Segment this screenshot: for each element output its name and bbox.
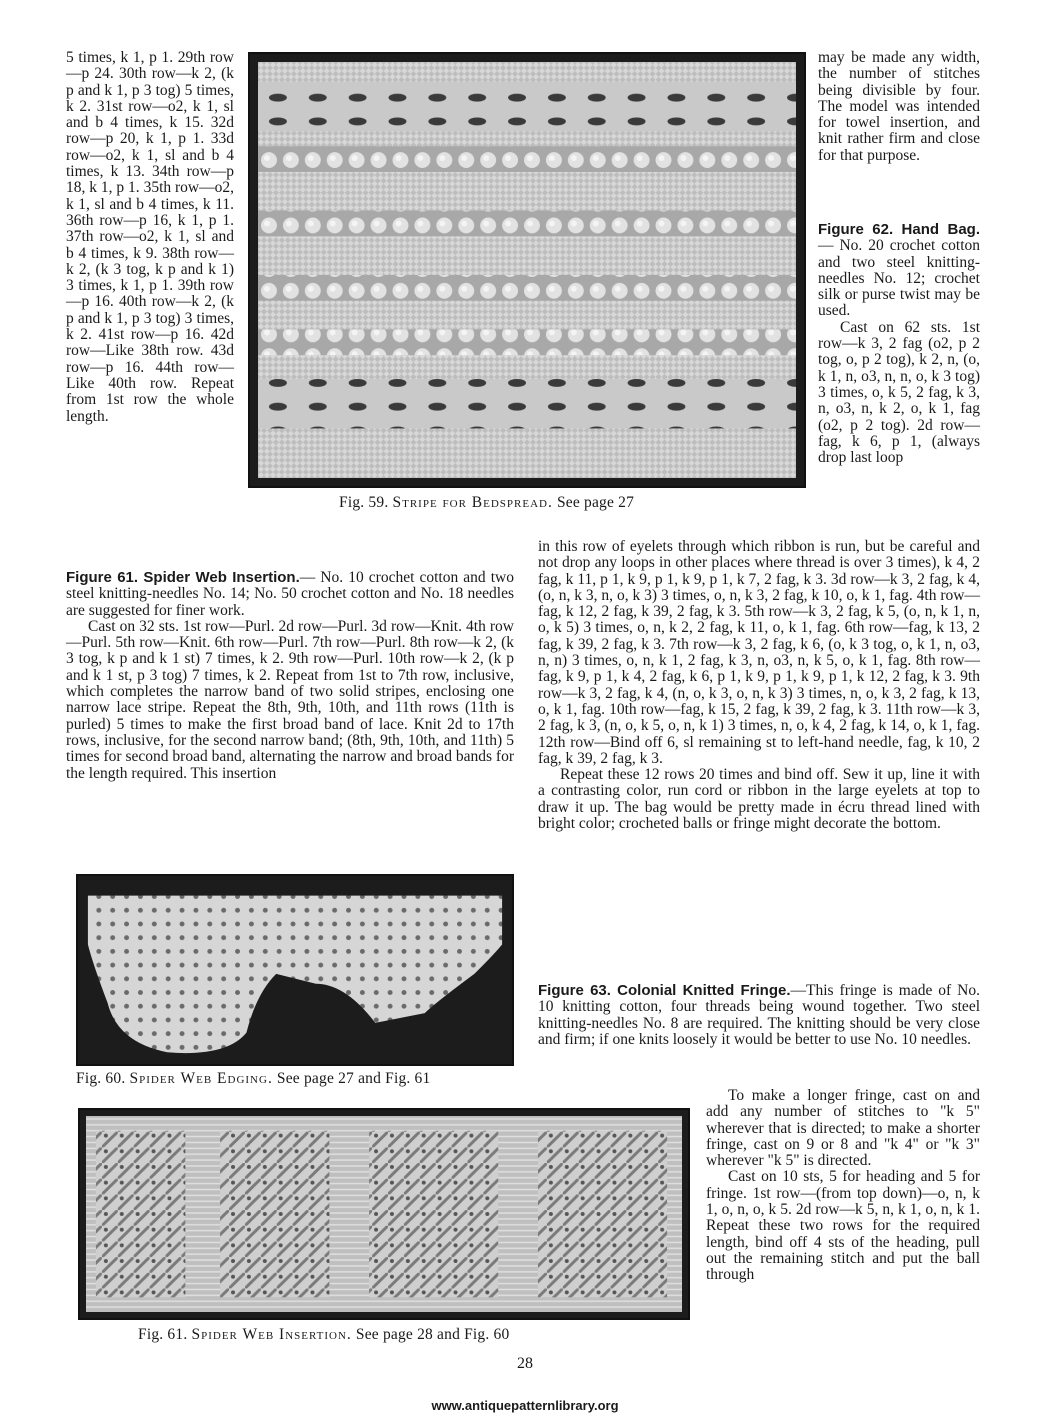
fig63-cast-on: Cast on 10 sts, 5 for heading and 5 for fringe. 1st row—(from top down)—o, n, k 1, o, n, o, k 5. 2d row—k 5, n, k 1, o, n, k 1. Repeat these two rows for the required length, bind off 4 sts of the heading, pull out the remaining stitch and put the ball through (706, 1168, 980, 1284)
fig61-intro: — No. 10 crochet cotton and two steel knitting-needles No. 14; No. 50 crochet cotton and No. 18 needles are suggested for finer work. (66, 569, 514, 619)
footer-url: www.antiquepatternlibrary.org (431, 1398, 619, 1413)
fig60-label: Fig. 60. (76, 1070, 126, 1087)
fig59-ref: See page 27 (556, 494, 635, 511)
bedspread-stripe-image (258, 62, 796, 478)
fig62-block (818, 222, 980, 466)
fig61-caption (138, 1326, 509, 1344)
left-column-text (66, 50, 234, 425)
right-top-text (818, 50, 980, 164)
fig59-photo (248, 52, 806, 488)
pattern-rows-continued: 5 times, k 1, p 1. 29th row—p 24. 30th row—k 2, (k p and k 1, p 3 tog) 5 times, k 2. 31st row—o2, k 1, sl and b 4 times, k 15. 32d row—p 20, k 1, p 1. 33d row—o2, k 1, sl and b 4 times, k 13. 34th row—p 18, k 1, p 1. 35th row—o2, k 1, sl and b 4 times, k 11. 36th row—p 16, k 1, p 1. 37th row—o2, k 1, sl and b 4 times, k 9. 38th row—k 2, (k 3 tog, k p and k 1) 3 times, k 1, p 1. 39th row—p 16. 40th row—k 2, (k p and k 1, p 3 tog) 3 times, k 2. 41st row—p 16. 42d row—Like 38th row. 43d row—p 16. 44th row—Like 40th row. Repeat from 1st row the whole length. (66, 49, 234, 425)
fig62-cast-on: Cast on 62 sts. 1st row—k 3, 2 fag (o2, p 2 tog, o, p 2 tog), k 2, n, (o, k 1, n, o3, n, n, o, k 3 tog) 3 times, o, k 5, 2 fag, k 3, n, o3, n, k 2, o, k 1, fag (o2, p 2 tog). 2d row—fag, k 6, p 1, (always drop last loop (818, 318, 980, 467)
page-number: 28 (517, 1355, 533, 1372)
fig61-title: Spider Web Insertion. (191, 1326, 352, 1343)
fig59-title: Stripe for Bedspread. (392, 494, 553, 511)
fig62-heading: Figure 62. Hand Bag. (818, 221, 980, 238)
spider-web-edging-image (78, 876, 512, 1064)
fig63-block (538, 983, 980, 1048)
fig62-repeat: Repeat these 12 rows 20 times and bind off. Sew it up, line it with a contrasting color, run cord or ribbon in the large eyelets at top to draw it up. The bag would be pretty made in écru thread lined with bright color; crocheted balls or fringe might decorate the bottom. (538, 766, 980, 833)
fig63-longer: To make a longer fringe, cast on and add any number of stitches to "k 5" wherever that is directed; to make a shorter fringe, cast on 9 or 8 and "k 4" or "k 3" wherever "k 5" is directed. (706, 1087, 980, 1170)
fig63-intro: —This fringe is made of No. 10 knitting cotton, four threads being wound together. Two steel knitting-needles No. 8 are required. The knitting should be very close and firm; if one knits loosely it would be better to use No. 10 needles. (538, 982, 980, 1048)
fig60-photo (76, 874, 514, 1066)
fig62-continuation (538, 539, 980, 832)
fig63-heading: Figure 63. Colonial Knitted Fringe. (538, 982, 791, 999)
fig61-photo (78, 1108, 690, 1320)
fig61-instructions: Cast on 32 sts. 1st row—Purl. 2d row—Purl. 3d row—Knit. 4th row—Purl. 5th row—Knit. 6th row—Purl. 7th row—Purl. 8th row—k 2, (k 3 tog, k p and k 1 st) 7 times, k 2. 9th row—Purl. 10th row—k 2, (k p and k 1 st, p 3 tog) 7 times, k 2. Repeat from 1st to 7th row, inclusive, which completes the narrow band of two solid stripes, enclosing one narrow lace stripe. Repeat the 8th, 9th, 10th, and 11th rows (11th is purled) 5 times to make the first broad band of lace. Knit 2d to 17th rows, inclusive, for the second narrow band; (8th, 9th, 10th, and 11th) 5 times for second broad band, alternating the narrow and broad bands for the length required. This insertion (66, 617, 514, 782)
fig61-heading: Figure 61. Spider Web Insertion. (66, 569, 300, 586)
fig60-ref: See page 27 and Fig. 61 (276, 1070, 431, 1087)
fig61-block (66, 570, 514, 782)
fig59-label: Fig. 59. (339, 494, 389, 511)
fig61-label: Fig. 61. (138, 1326, 188, 1343)
fig63-narrow (706, 1088, 980, 1284)
right-top-paragraph: may be made any width, the number of stitches being divisible by four. The model was intended for towel insertion, and knit rather firm and close for that purpose. (818, 49, 980, 164)
fig59-caption (339, 494, 634, 512)
fig61-ref: See page 28 and Fig. 60 (355, 1326, 510, 1343)
spider-web-insertion-image (86, 1116, 682, 1312)
fig60-caption (76, 1070, 430, 1088)
fig62-intro: — No. 20 crochet cotton and two steel knitting-needles No. 12; crochet silk or purse twist may be used. (818, 237, 980, 320)
fig62-rows: in this row of eyelets through which ribbon is run, but be careful and not drop any loops in other places where thread is over 3 times), k 4, 2 fag, k 11, p 1, k 9, p 1, k 9, p 1, k 7, 2 fag, k 3. 3d row—k 3, 2 fag, k 4, (o, n, k 3, n, o, k 3) 3 times, o, n, k 3, 2 fag, k 10, o, k 1, fag. 4th row—fag, k 12, 2 fag, k 39, 2 fag, k 3. 5th row—k 3, 2 fag, k 5, (o, n, k 1, n, o, k 5) 3 times, o, n, k 2, 2 fag, k 11, o, k 1, fag. 6th row—fag, k 13, 2 fag, k 39, 2 fag, k 3. 7th row—k 3, 2 fag, k 6, (o, k 3 tog, o, k 1, n, o3, n, n) 3 times, o, n, k 1, 2 fag, k 3, n, o3, n, k 5, o, k 1, fag. 8th row—fag, k 9, p 1, k 4, 2 fag, k 6, p 1, k 9, p 1, k 9, p 1, k 12, 2 fag, k 3. 9th row—k 3, 2 fag, k 4, (n, o, k 3, o, n, k 3) 3 times, n, o, k 3, 2 fag, k 13, o, k 1, fag. 10th row—fag, k 15, 2 fag, k 39, 2 fag, k 3. 11th row—k 3, 2 fag, k 3, (n, o, k 5, o, n, k 1) 3 times, n, o, k 4, 2 fag, k 14, o, k 1, fag. 12th row—Bind off 6, sl remaining st to left-hand needle, fag, k 10, 2 fag, k 39, 2 fag, k 3. (538, 538, 980, 767)
fig60-title: Spider Web Edging. (129, 1070, 273, 1087)
